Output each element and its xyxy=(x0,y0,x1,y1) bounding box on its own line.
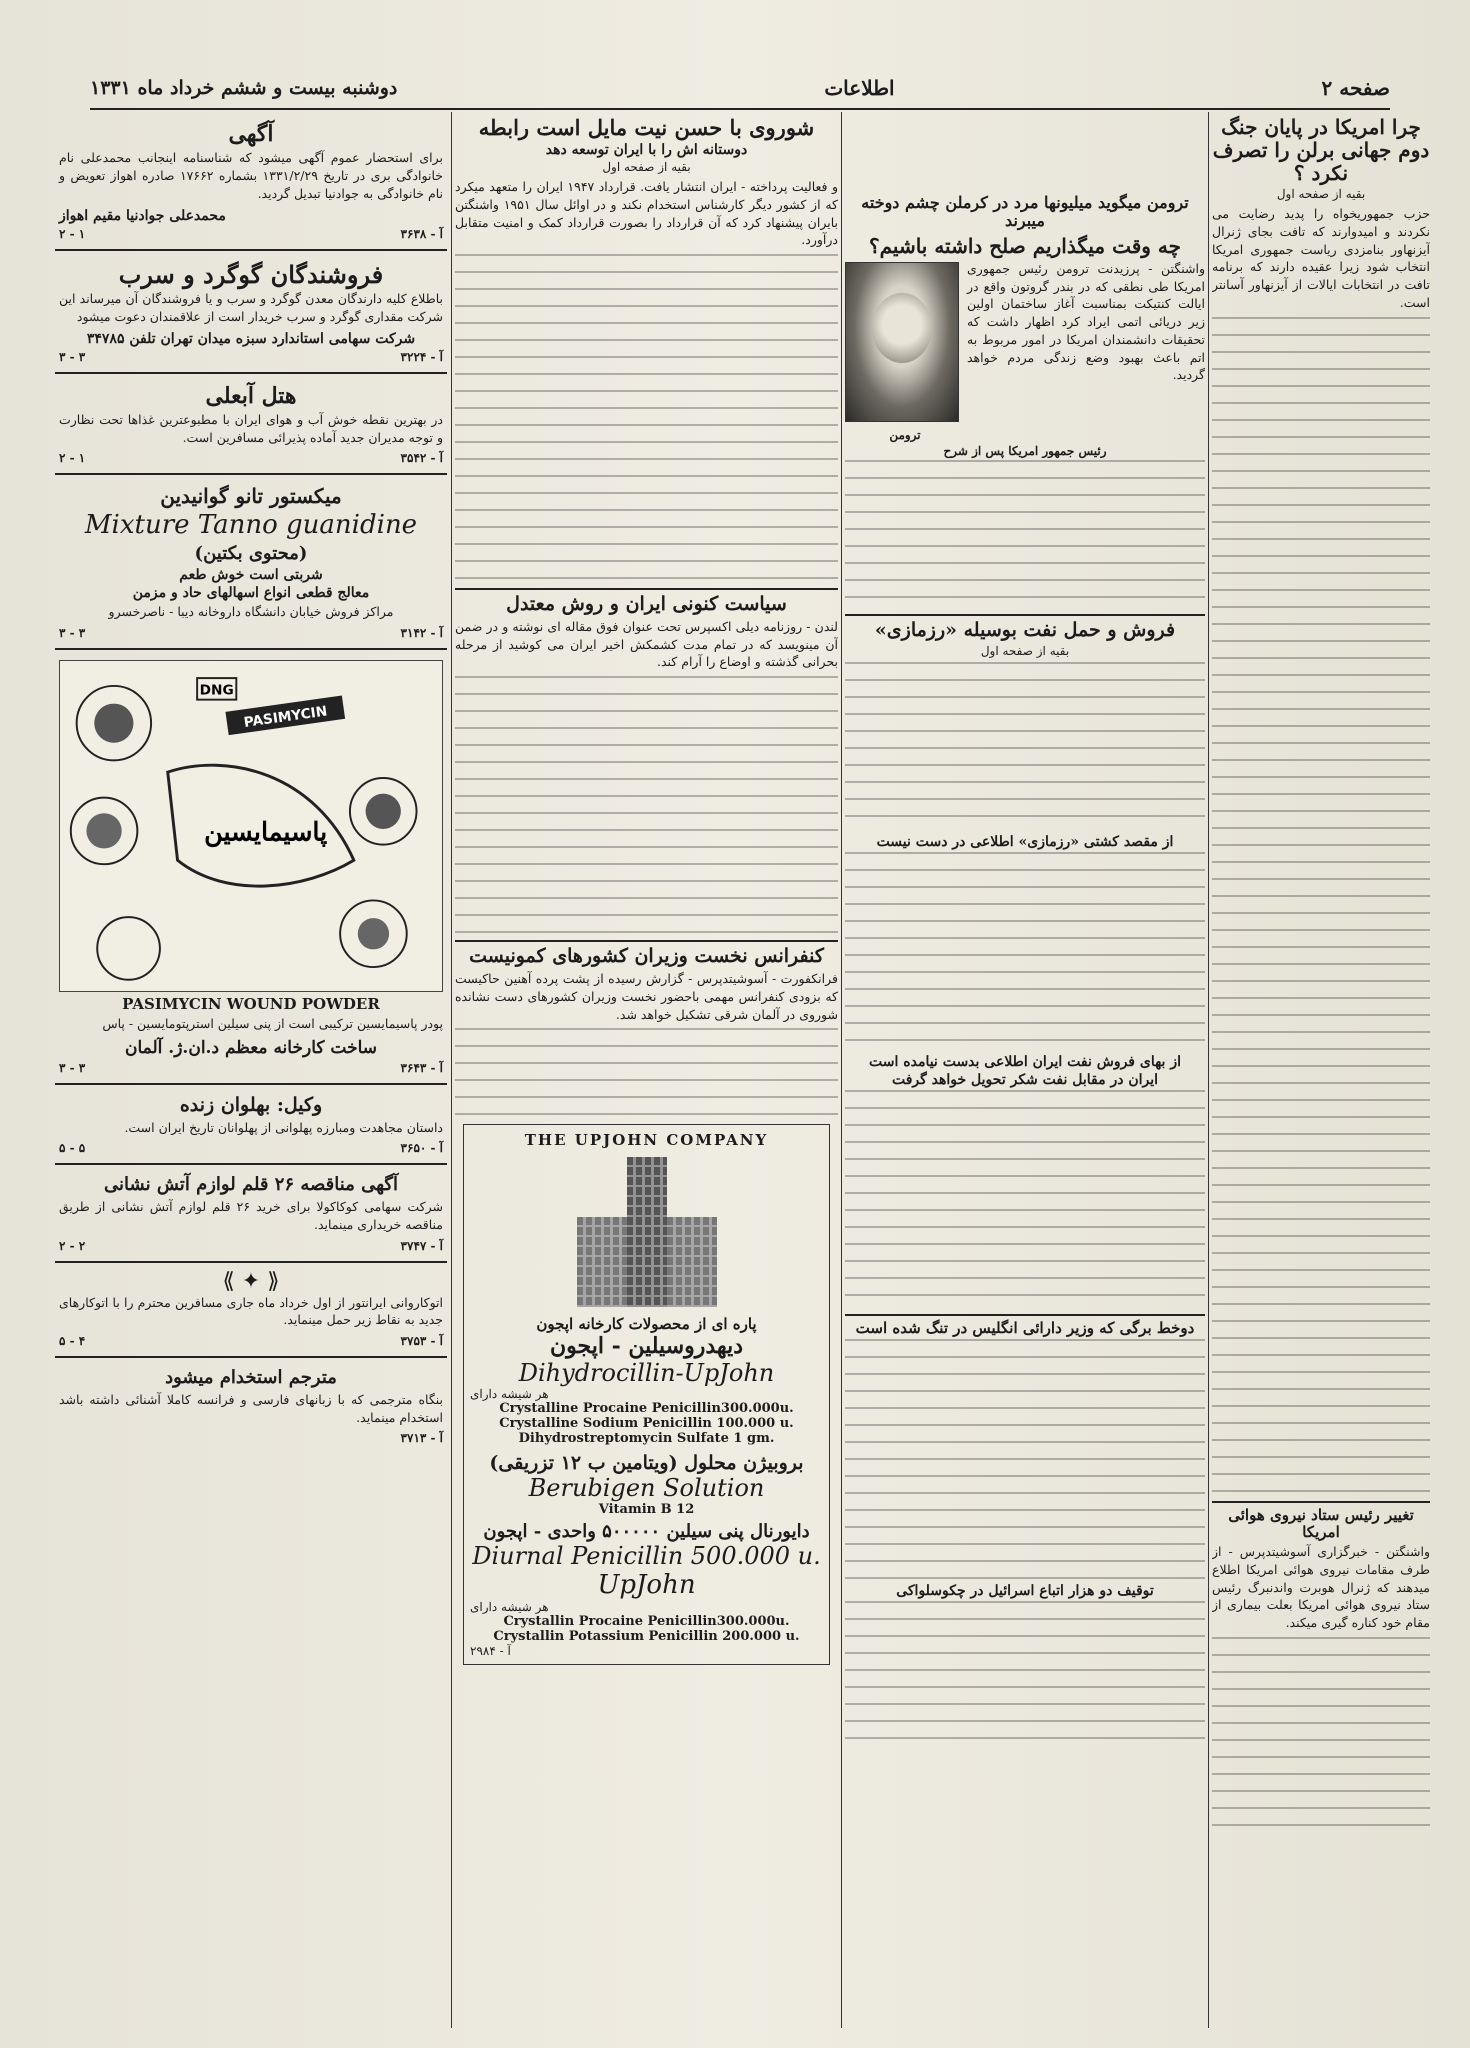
continued-note: بقیه از صفحه اول xyxy=(980,643,1070,658)
ad-code: آ - ۳۲۲۴ xyxy=(400,349,443,364)
photo-caption: ترومن xyxy=(889,427,921,442)
product-name: Mixture Tanno guanidine xyxy=(84,510,418,541)
subheading: دوستانه اش را با ایران توسعه دهد xyxy=(545,142,748,159)
ad-line: مراکز فروش خیابان دانشگاه داروخانه دیبا - ناصرخسرو xyxy=(108,604,394,620)
ad-text: هر شیشه دارای xyxy=(470,1387,549,1402)
product-name: دایورنال پنی سیلین ۵۰۰۰۰۰ واحدی - اپجون xyxy=(483,1521,810,1543)
article-headline: کنفرانس نخست وزیران کشورهای کمونیست xyxy=(469,945,824,968)
ad-company: شرکت سهامی استاندارد سبزه میدان تهران تلفن ۳۴۷۸۵ xyxy=(86,330,416,347)
ad-code: آ - ۳۷۵۳ xyxy=(400,1334,443,1349)
ad-body: بنگاه مترجمی که با زبانهای فارسی و فرانسه کاملا آشنائی داشته باشد استخدام مینماید. xyxy=(59,1391,443,1425)
column-2 xyxy=(845,112,1205,2028)
article-text-block xyxy=(845,460,1205,610)
article-headline: چه وقت میگذاریم صلح داشته باشیم؟ xyxy=(868,233,1181,258)
ad-code: آ - ۳۵۴۲ xyxy=(400,451,443,466)
ad-maker: ساخت کارخانه معظم د.ان.ژ. آلمان xyxy=(124,1037,378,1058)
ad-run: ۳ - ۳ xyxy=(59,625,86,640)
product-name: Dihydrocillin-UpJohn xyxy=(518,1359,775,1388)
upjohn-advertisement xyxy=(463,1124,830,1665)
page-number: صفحه ۲ xyxy=(1321,76,1390,100)
article-body: فرانکفورت - آسوشیتدپرس - گزارش رسیده از پشت پرده آهنین حاکیست که بزودی کنفرانس مهمی باحضور نخست وزیران کشورهای دست نشانده شوروی در آلمان شرقی تشکیل خواهد شد. xyxy=(455,971,838,1022)
article-headline: چرا امریکا در پایان جنگ دوم جهانی برلن را تصرف نکرد ؟ xyxy=(1212,115,1430,185)
ad-run: ۵ - ۵ xyxy=(59,1141,86,1156)
classified-ad xyxy=(55,650,447,1085)
ad-headline: میکستور تانو گوانیدین xyxy=(160,484,342,509)
column-1 xyxy=(1212,112,1430,2028)
ad-text: هر شیشه دارای xyxy=(470,1600,549,1615)
classified-ad xyxy=(55,1358,447,1453)
ad-body: اتوکاروانی ایرانتور از اول خرداد ماه جاری مسافرین محترم را با اتوکارهای جدید به نقاط زیر حمل مینماید. xyxy=(59,1294,443,1328)
ad-run: ۱ - ۲ xyxy=(59,226,86,241)
ingredient-line: Crystallin Potassium Penicillin 200.000 u. xyxy=(493,1629,800,1645)
classified-ad xyxy=(55,112,447,251)
column-3 xyxy=(455,112,838,2028)
ad-headline: مترجم استخدام میشود xyxy=(165,1367,337,1389)
ad-run: ۳ - ۳ xyxy=(59,349,86,364)
classified-ad xyxy=(55,1165,447,1262)
ingredient-line: Crystalline Procaine Penicillin300.000u. xyxy=(499,1401,794,1417)
article-text-block xyxy=(455,1028,838,1118)
product-name: بروبیژن محلول (ویتامین ب ۱۲ تزریقی) xyxy=(489,1452,804,1475)
article-headline: فروش و حمل نفت بوسیله «رزمازی» xyxy=(874,618,1176,641)
ad-code: آ - ۳۶۳۸ xyxy=(400,226,443,241)
article-body: رئیس جمهور امریکا پس از شرح xyxy=(943,443,1107,458)
masthead xyxy=(90,68,1390,110)
ad-code: آ - ۲۹۸۴ xyxy=(470,1644,511,1659)
article-text-block xyxy=(845,1601,1205,1751)
ad-code: آ - ۳۷۴۷ xyxy=(400,1238,443,1253)
ad-code: آ - ۳۶۵۰ xyxy=(400,1141,443,1156)
article-text-block xyxy=(1212,317,1430,1497)
article-body: لندن - روزنامه دیلی اکسپرس تحت عنوان فوق مقاله ای نوشته و در ضمن آن مینویسد که در تمام مدت کشمکش اخیر ایران می کوشید از مرحله بحرانی گذشته و اوضاع را آرام کند. xyxy=(455,618,838,670)
ad-headline: فروشندگان گوگرد و سرب xyxy=(118,259,384,289)
ad-body: پودر پاسیمایسین ترکیبی است از پنی سیلین استرپتومایسین - پاس xyxy=(102,1016,443,1032)
issue-date: دوشنبه بیست و ششم خرداد ماه ۱۳۳۱ xyxy=(90,77,398,99)
article-headline: توقیف دو هزار اتباع اسرائیل در چکوسلواکی xyxy=(896,1582,1154,1599)
product-name: Diurnal Penicillin 500.000 u. xyxy=(472,1542,821,1571)
classified-ad xyxy=(55,1085,447,1166)
ad-code: آ - ۳۶۴۳ xyxy=(400,1060,443,1075)
article-body: واشنگتن - پرزیدنت ترومن رئیس جمهوری امریکا طی نطقی که در بندر گروتون واقع در ایالت کنتیکت بمناسبت آغاز ساختمان اولین زیر دریائی اتمی ایراد کرد اظهار داشت که تحقیقات دانشمندان امریکا در امور مربوط به اتم باعث بهبود وضع زندگی مردم خواهد گردید. xyxy=(967,260,1205,383)
truman-photo xyxy=(845,262,959,422)
article-headline: سیاست کنونی ایران و روش معتدل xyxy=(506,593,787,616)
pasimycin-illustration xyxy=(59,660,443,992)
classified-ad xyxy=(55,1263,447,1359)
continued-note: بقیه از صفحه اول xyxy=(602,160,691,175)
pasimycin-artwork xyxy=(60,661,442,991)
ad-run: ۱ - ۲ xyxy=(59,451,86,466)
ad-run: ۳ - ۳ xyxy=(59,1060,86,1075)
article-headline: دوخط برگی که وزیر دارائی انگلیس در تنگ شده است xyxy=(855,1318,1195,1337)
classified-ad xyxy=(55,475,447,649)
ad-body: داستان مجاهدت ومبارزه پهلوانی از پهلوانان تاریخ ایران است. xyxy=(124,1119,443,1135)
product-name: Berubigen Solution xyxy=(528,1474,765,1503)
ad-run: ۴ - ۵ xyxy=(59,1334,86,1349)
article-text-block xyxy=(845,1339,1205,1579)
ad-body: شرکت سهامی کوکاکولا برای خرید ۲۶ قلم لوازم آتش نشانی از طریق مناقصه خریداری مینماید. xyxy=(59,1199,443,1232)
article-text-block xyxy=(455,676,838,936)
article-headline: شوروی با حسن نیت مایل است رابطه xyxy=(478,115,815,140)
article-headline: تغییر رئیس ستاد نیروی هوائی امریکا xyxy=(1228,1505,1414,1541)
ad-subheading: (محتوی بکتین) xyxy=(194,543,308,565)
column-4-classifieds xyxy=(55,112,447,2028)
company-name: THE UPJOHN COMPANY xyxy=(524,1131,769,1150)
article-text-block xyxy=(455,254,838,584)
winged-logo-icon: ⟪ ✦ ⟫ xyxy=(222,1268,280,1294)
ingredient-line: Vitamin B 12 xyxy=(598,1502,695,1518)
brand-logo: DNG xyxy=(199,682,234,699)
column-rule xyxy=(451,112,452,2028)
classified-ad xyxy=(55,251,447,374)
ad-signature: محمدعلی جوادنیا مقیم اهواز xyxy=(59,207,226,224)
ad-code: آ - ۳۱۴۲ xyxy=(400,625,443,640)
product-name-fa: پاسیمایسین xyxy=(204,817,328,848)
subheading: از مقصد کشتی «رزمازی» اطلاعی در دست نیست xyxy=(876,833,1174,850)
ad-code: آ - ۳۷۱۳ xyxy=(400,1431,443,1446)
ingredient-line: Crystallin Procaine Penicillin300.000u. xyxy=(503,1614,790,1630)
ad-body: برای استحضار عموم آگهی میشود که شناسنامه اینجانب محمدعلی نام خانوادگی بری در تاریخ ۱۳۳۱/۲/۲۹ بشماره ۱۷۶۶۲ صادره اهواز تعویض و نام خانوادگی به جوادنیا تبدیل گردید. xyxy=(59,150,443,201)
product-name: دیهدروسیلین - اپجون xyxy=(549,1333,743,1360)
article-text-block xyxy=(845,1090,1205,1310)
ad-headline: آگهی مناقصه ۲۶ قلم لوازم آتش نشانی xyxy=(104,1174,398,1196)
column-rule xyxy=(1208,112,1209,2028)
article-body: و فعالیت پرداخته - ایران انتشار یافت. قرارداد ۱۹۴۷ ایران را متعهد میکرد که از کشور دیگر کارشناس استخدام نکند و در اوائل سال ۱۹۵۱ واشنگتن بایران پیشنهاد کرد که آن قرارداد را بصورت قرارداد کمک و امنیت متقابل درآورد. xyxy=(455,179,838,248)
ad-headline: هتل آبعلی xyxy=(205,382,297,409)
ad-line: شربتی است خوش طعم xyxy=(179,567,323,584)
product-name: PASIMYCIN WOUND POWDER xyxy=(122,994,380,1013)
classified-ad xyxy=(55,374,447,476)
company-brand: UpJohn xyxy=(597,1570,696,1601)
ad-line: معالج قطعی انواع اسهالهای حاد و مزمن xyxy=(132,585,370,602)
article-headline: ترومن میگوید میلیونها مرد در کرملن چشم دوخته میبرند xyxy=(861,193,1189,231)
subheading: از بهای فروش نفت ایران اطلاعی بدست نیامده است xyxy=(869,1053,1181,1070)
ad-text: پاره ای از محصولات کارخانه اپجون xyxy=(536,1315,757,1334)
article-text-block xyxy=(845,852,1205,1052)
ad-headline: وکیل: بهلوان زنده xyxy=(179,1093,323,1116)
ad-body: در بهترین نقطه خوش آب و هوای ایران با مطبوعترین غذاها تحت نظارت و توجه مدیران جدید آماده پذیرائی مسافرین است. xyxy=(59,411,443,445)
article-body: واشنگتن - خبرگزاری آسوشیتدپرس - از طرف مقامات نیروی هوائی امریکا اطلاع میدهند که ژنرال هوبرت واندنبرگ رئیس ستاد نیروی هوائی امریکا بعلت بیماری از مقام خود کناره گیری میکند. xyxy=(1212,1544,1430,1630)
ad-run: ۲ - ۲ xyxy=(59,1238,86,1253)
ad-body: باطلاع کلیه دارندگان معدن گوگرد و سرب و یا فروشندگان آن میرساند این شرکت مقداری گوگرد و سرب خریدار است از علاقمندان دعوت میشود xyxy=(59,291,443,324)
building-illustration xyxy=(567,1157,727,1307)
ad-headline: آگهی xyxy=(228,121,274,147)
article-body: حزب جمهوریخواه را پدید رضایت می نکردند و امیدوارند که تافت بجای ژنرال آیزنهاور بنامزدی ریاست جمهوری امریکا انتخاب شود زیرا عقیده دارند که برنامه تافت در انتخابات ایالات از آیزنهاور آسانتر است. xyxy=(1212,206,1430,310)
column-rule xyxy=(841,112,842,2028)
product-label: PASIMYCIN xyxy=(242,703,329,731)
subheading: ایران در مقابل نفت شکر تحویل خواهد گرفت xyxy=(891,1071,1159,1088)
ingredient-line: Crystalline Sodium Penicillin 100.000 u. xyxy=(499,1416,794,1432)
ingredient-line: Dihydrostreptomycin Sulfate 1 gm. xyxy=(518,1431,775,1447)
article-text-block xyxy=(1212,1637,1430,1837)
article-text-block xyxy=(845,662,1205,832)
continued-note: بقیه از صفحه اول xyxy=(1276,187,1366,201)
paper-name: اطلاعات xyxy=(824,76,895,100)
